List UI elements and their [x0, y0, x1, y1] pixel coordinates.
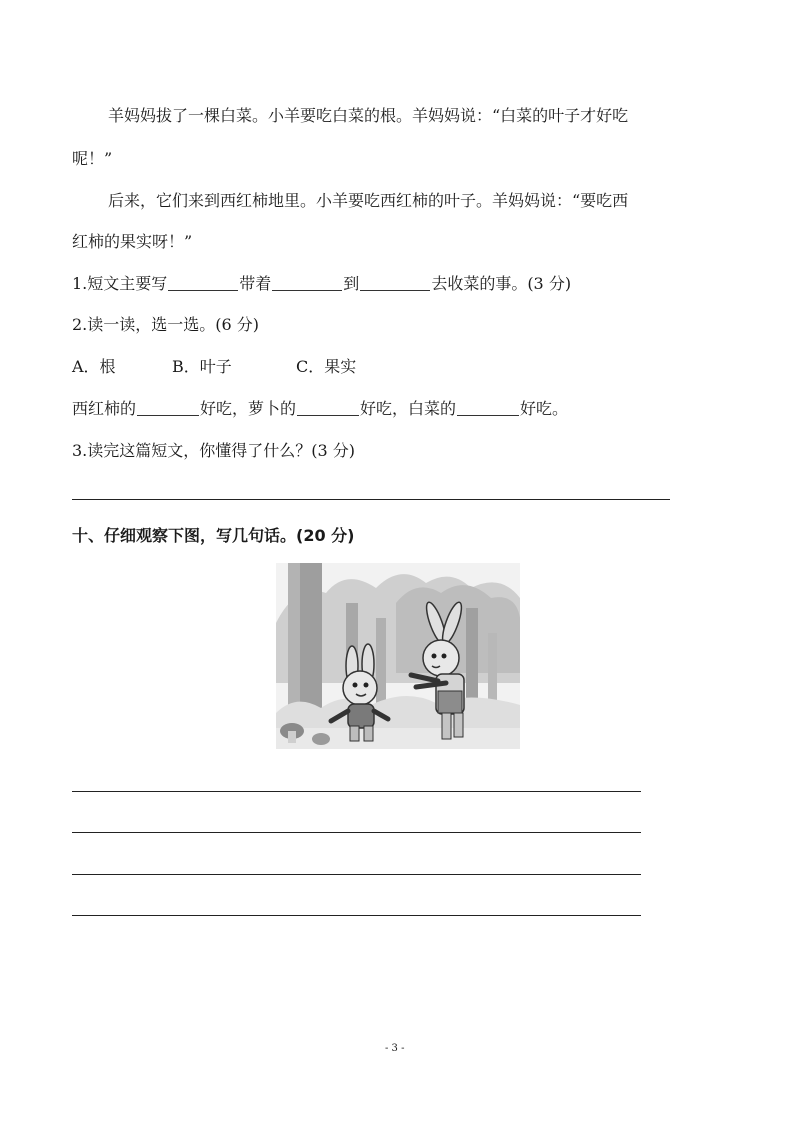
q2-blank-2[interactable]: [297, 399, 359, 416]
writing-line-1[interactable]: [72, 791, 641, 792]
writing-line-2[interactable]: [72, 832, 641, 833]
passage-p2-line1: 后来，它们来到西红柿地里。小羊要吃西红柿的叶子。羊妈妈说：“要吃西: [108, 191, 629, 210]
q2-blank-3[interactable]: [457, 399, 519, 416]
q2-text-3: 好吃，白菜的: [360, 399, 457, 418]
question-1: [72, 274, 571, 294]
question-3-title: 3.读完这篇短文，你懂得了什么？(3 分): [72, 441, 356, 460]
passage-p1-line1: 羊妈妈拔了一棵白菜。小羊要吃白菜的根。羊妈妈说：“白菜的叶子才好吃: [108, 106, 629, 125]
q2-blank-1[interactable]: [137, 399, 199, 416]
q2-text-2: 好吃，萝卜的: [200, 399, 297, 418]
section-10-title: 十、仔细观察下图，写几句话。(20 分): [72, 526, 355, 545]
q2-text-1: 西红柿的: [72, 399, 137, 418]
question-2-options: [72, 357, 356, 377]
q1-blank-3[interactable]: [360, 274, 430, 291]
option-c: C．果实: [296, 357, 357, 376]
writing-line-4[interactable]: [72, 915, 641, 916]
passage-p1-line2: 呢！”: [72, 149, 113, 168]
q1-blank-1[interactable]: [168, 274, 238, 291]
option-a: A．根: [72, 357, 116, 376]
q1-text-4: 去收菜的事。(3 分): [431, 274, 572, 293]
writing-line-3[interactable]: [72, 874, 641, 875]
q2-text-4: 好吃。: [520, 399, 569, 418]
q1-text-3: 到: [343, 274, 360, 293]
page-number: - 3 -: [385, 1043, 405, 1054]
question-2-sentence: [72, 399, 568, 419]
option-b: B．叶子: [172, 357, 232, 376]
q1-text-1: 1.短文主要写: [72, 274, 168, 293]
question-2-title: 2.读一读，选一选。(6 分): [72, 315, 260, 334]
q3-answer-line[interactable]: [72, 499, 670, 500]
q1-blank-2[interactable]: [272, 274, 342, 291]
rabbits-illustration: [276, 563, 520, 749]
q1-text-2: 带着: [239, 274, 272, 293]
passage-p2-line2: 红柿的果实呀！”: [72, 232, 193, 251]
